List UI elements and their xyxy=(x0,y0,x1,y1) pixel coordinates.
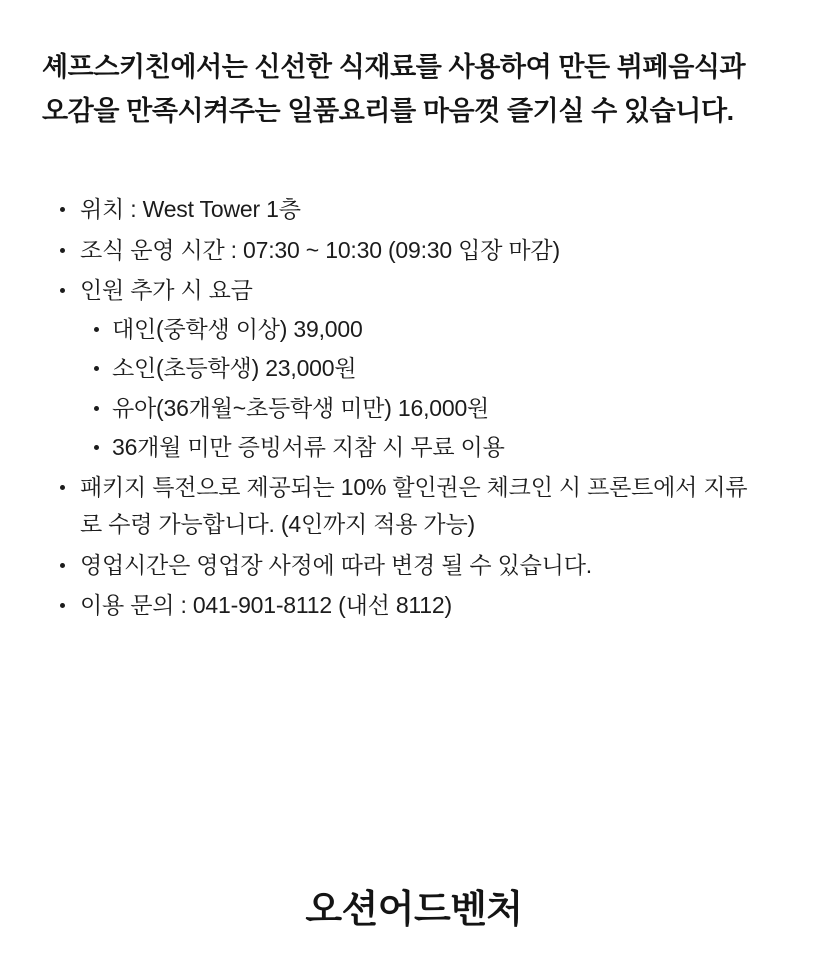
list-item-text: 패키지 특전으로 제공되는 10% 할인권은 체크인 시 프론트에서 지류로 수령 가능합니다. (4인까지 적용 가능) xyxy=(80,474,748,538)
sub-list-item xyxy=(80,350,786,387)
sub-list-item-text: 36개월 미만 증빙서류 지참 시 무료 이용 xyxy=(112,433,505,460)
list-item-text: 이용 문의 : 041-901-8112 (내선 8112) xyxy=(80,591,452,618)
list-item-text: 조식 운영 시간 : 07:30 ~ 10:30 (09:30 입장 마감) xyxy=(80,236,560,263)
sub-list-item-text: 유아(36개월~초등학생 미만) 16,000원 xyxy=(112,394,490,421)
intro-paragraph: 셰프스키친에서는 신선한 식재료를 사용하여 만든 뷔페음식과 오감을 만족시켜주는 일품요리를 마음껏 즐기실 수 있습니다. xyxy=(42,52,746,126)
sub-list-item xyxy=(80,311,786,348)
section-title: 오션어드벤처 xyxy=(305,889,523,931)
list-item xyxy=(42,587,786,624)
list-item xyxy=(42,469,786,544)
list-item-text: 인원 추가 시 요금 xyxy=(80,276,253,303)
list-item-text: 위치 : West Tower 1층 xyxy=(80,196,301,223)
sub-list-item xyxy=(80,390,786,427)
sub-list-item-text: 소인(초등학생) 23,000원 xyxy=(112,355,357,382)
sub-list-item-text: 대인(중학생 이상) 39,000 xyxy=(112,316,363,343)
list-item-text: 영업시간은 영업장 사정에 따라 변경 될 수 있습니다. xyxy=(80,551,592,578)
list-item xyxy=(42,191,786,228)
details-list xyxy=(42,191,786,624)
list-item xyxy=(42,547,786,584)
list-item xyxy=(42,232,786,269)
list-item xyxy=(42,272,786,466)
price-sub-list xyxy=(80,311,786,466)
sub-list-item xyxy=(80,429,786,466)
